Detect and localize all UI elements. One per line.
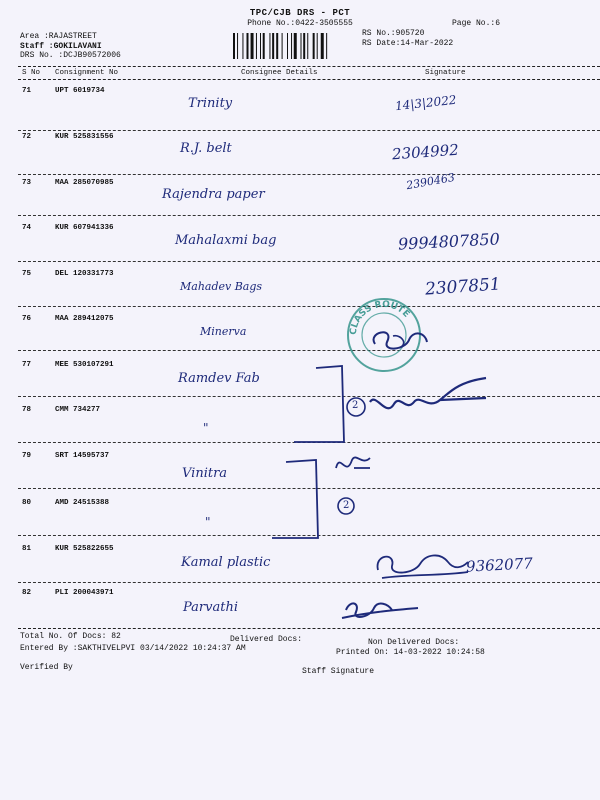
row-divider — [18, 130, 600, 131]
footer-divider — [18, 628, 600, 629]
row-73-sno: 73 — [22, 179, 32, 187]
row-72-signature: 2304992 — [391, 140, 460, 164]
row-71-sno: 71 — [22, 87, 32, 95]
row-82-signature-scribble-icon — [340, 596, 420, 626]
row-79-consignment: SRT 14595737 — [55, 452, 110, 460]
row-75-signature: 2307851 — [424, 274, 502, 300]
area-label: Area :RAJASTREET — [20, 32, 97, 41]
row-76-signature-scribble-icon — [365, 322, 435, 356]
row-76-consignee: Minerva — [200, 325, 247, 338]
row-divider — [18, 306, 600, 307]
row-81-signature: 9362077 — [465, 554, 534, 576]
row-77-consignment: MEE 530107291 — [55, 361, 114, 369]
row-81-signature-scribble-icon — [370, 544, 470, 584]
row-74-consignee: Mahalaxmi bag — [175, 233, 277, 248]
row-78-sno: 78 — [22, 406, 32, 414]
row-72-consignee: R.J. belt — [180, 141, 232, 156]
printed-on: Printed On: 14-03-2022 10:24:58 — [336, 648, 485, 657]
row-79-consignee: Vinitra — [182, 466, 228, 481]
row-73-consignment: MAA 285070985 — [55, 179, 114, 187]
drs-number: DRS No. :DCJB90572006 — [20, 51, 121, 60]
row-75-sno: 75 — [22, 270, 32, 278]
rs-number: RS No.:905720 — [362, 29, 425, 38]
row-81-consignment: KUR 525822655 — [55, 545, 114, 553]
document-title: TPC/CJB DRS - PCT — [249, 8, 351, 18]
row-74-sno: 74 — [22, 224, 32, 232]
rs-date: RS Date:14-Mar-2022 — [362, 39, 454, 48]
bracket-group-1-icon — [290, 362, 500, 447]
row-divider — [18, 350, 600, 351]
row-82-consignee: Parvathi — [183, 600, 238, 615]
row-78-consignment: CMM 734277 — [55, 406, 101, 414]
row-80-sno: 80 — [22, 499, 32, 507]
staff-signature: Staff Signature — [302, 667, 375, 676]
row-77-sno: 77 — [22, 361, 32, 369]
staff-label: Staff :GOKILAVANI — [20, 41, 102, 51]
col-header-sno: S No — [22, 69, 41, 77]
phone-number: Phone No.:0422-3505555 — [247, 19, 353, 28]
col-header-consignment: Consignment No — [55, 69, 119, 77]
non-delivered-docs: Non Delivered Docs: — [368, 638, 460, 647]
page-number: Page No.:6 — [452, 19, 501, 28]
bracket-group-1-label: 2 — [352, 400, 359, 411]
row-divider — [18, 174, 600, 175]
row-72-sno: 72 — [22, 133, 32, 141]
row-71-consignment: UPT 6019734 — [55, 87, 105, 95]
row-82-sno: 82 — [22, 589, 32, 597]
row-divider — [18, 582, 600, 583]
header-divider — [18, 66, 600, 67]
column-header-divider — [18, 79, 600, 80]
col-header-signature: Signature — [425, 69, 466, 77]
col-header-consignee: Consignee Details — [241, 69, 318, 77]
row-75-consignee: Mahadev Bags — [180, 280, 263, 293]
row-79-sno: 79 — [22, 452, 32, 460]
row-77-consignee: Ramdev Fab — [178, 371, 260, 386]
delivered-docs: Delivered Docs: — [230, 635, 303, 644]
header-left-block — [20, 32, 121, 61]
row-78-consignee: " — [203, 421, 209, 435]
row-71-signature: 14|3|2022 — [394, 92, 458, 114]
barcode-icon — [232, 33, 354, 59]
row-71-consignee: Trinity — [188, 96, 233, 111]
stamp-text: CLASS ROUTE — [348, 299, 412, 336]
row-73-consignee: Rajendra paper — [162, 187, 265, 202]
row-76-consignment: MAA 289412075 — [55, 315, 114, 323]
row-76-sno: 76 — [22, 315, 32, 323]
verified-by: Verified By — [20, 663, 73, 672]
row-75-consignment: DEL 120331773 — [55, 270, 114, 278]
header-right-block — [362, 29, 453, 49]
row-divider — [18, 261, 600, 262]
entered-by: Entered By :SAKTHIVELPVI 03/14/2022 10:24:37 AM — [20, 644, 246, 653]
row-74-consignment: KUR 607941336 — [55, 224, 114, 232]
row-74-signature: 9994807850 — [397, 229, 501, 254]
row-81-consignee: Kamal plastic — [181, 555, 271, 570]
total-docs: Total No. Of Docs: 82 — [20, 632, 121, 641]
bracket-group-2-label: 2 — [343, 500, 350, 511]
row-80-consignment: AMD 24515388 — [55, 499, 110, 507]
row-73-signature: 2390463 — [405, 170, 456, 193]
row-80-consignee: " — [205, 515, 211, 529]
row-82-consignment: PLI 200043971 — [55, 589, 114, 597]
bracket-group-2-icon — [270, 448, 390, 544]
row-81-sno: 81 — [22, 545, 32, 553]
row-divider — [18, 215, 600, 216]
row-72-consignment: KUR 525831556 — [55, 133, 114, 141]
